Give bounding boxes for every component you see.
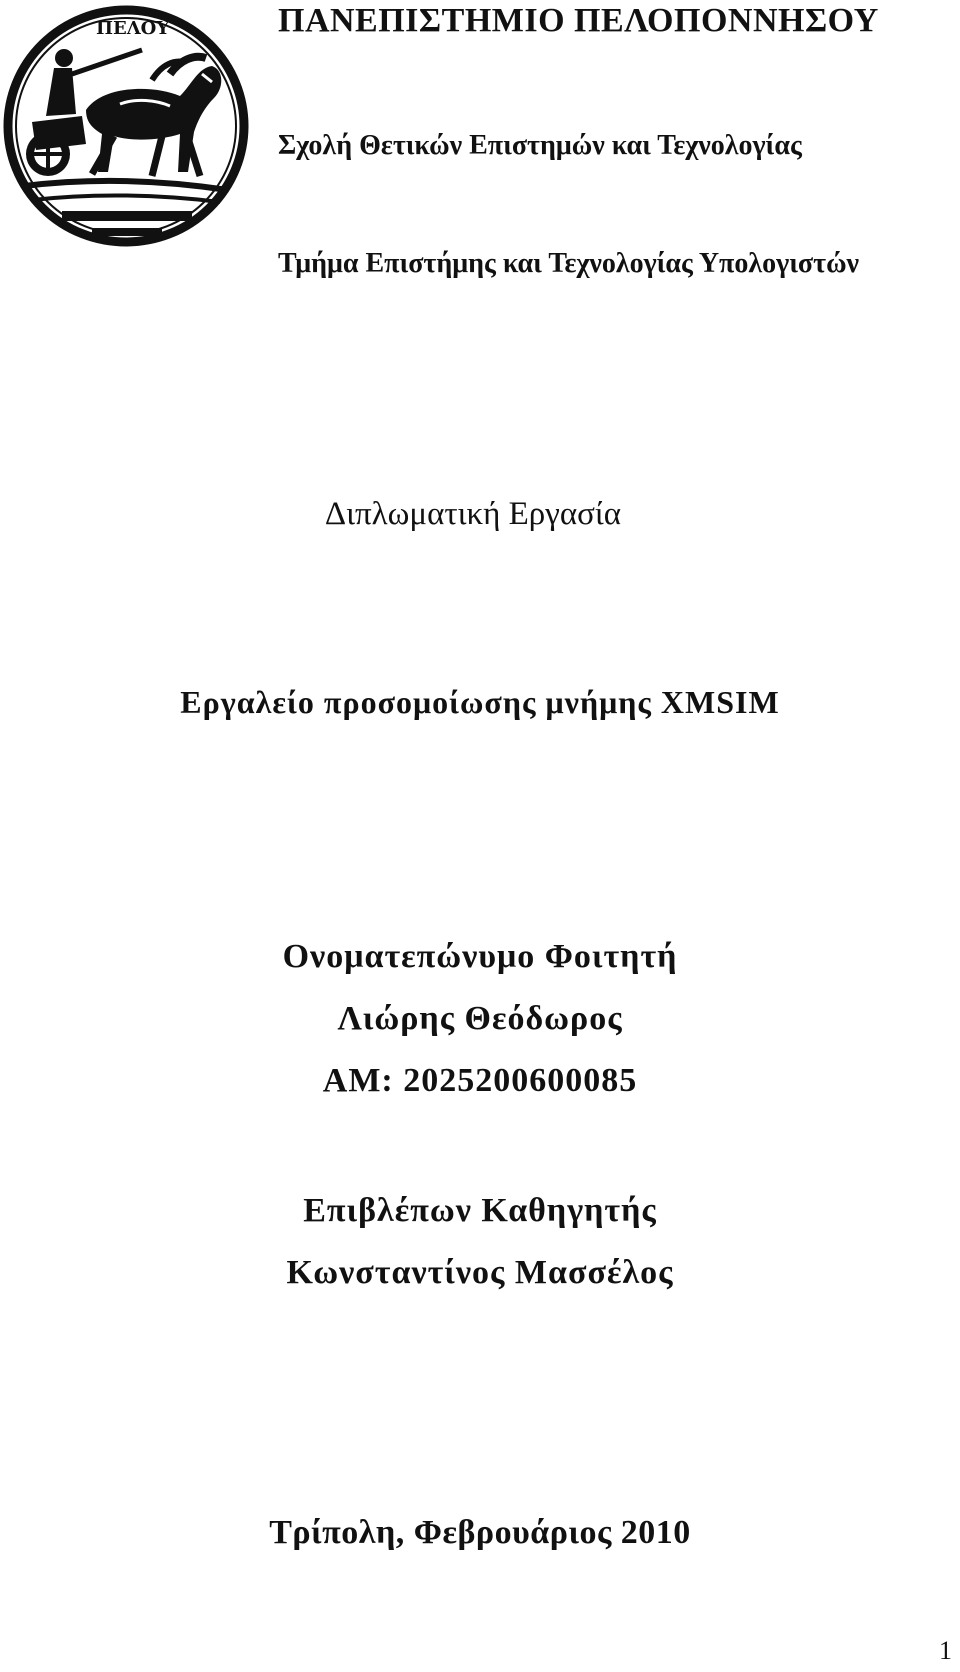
university-name: ΠΑΝΕΠΙΣΤΗΜΙΟ ΠΕΛΟΠΟΝΝΗΣΟΥ bbox=[278, 2, 879, 39]
student-name: Λιώρης Θεόδωρος bbox=[337, 1000, 623, 1037]
chariot-seal-icon bbox=[2, 4, 252, 248]
school-name: Σχολή Θετικών Επιστημών και Τεχνολογίας bbox=[278, 130, 802, 161]
document-type: Διπλωματική Εργασία bbox=[324, 496, 622, 532]
supervisor-name: Κωνσταντίνος Μασσέλος bbox=[286, 1254, 674, 1291]
department-name: Τμήμα Επιστήμης και Τεχνολογίας Υπολογιστών bbox=[278, 248, 860, 279]
seal-inscription: ΠΕΛΟΥ bbox=[96, 18, 170, 39]
page-number: 1 bbox=[939, 1636, 952, 1665]
supervisor-label: Επιβλέπων Καθηγητής bbox=[303, 1192, 657, 1229]
university-logo bbox=[2, 4, 252, 248]
student-id: ΑΜ: 2025200600085 bbox=[322, 1062, 638, 1099]
student-label: Ονοματεπώνυμο Φοιτητή bbox=[282, 938, 678, 975]
thesis-title: Εργαλείο προσομοίωσης μνήμης XMSIM bbox=[180, 684, 780, 720]
place-date: Τρίπολη, Φεβρουάριος 2010 bbox=[269, 1514, 691, 1551]
